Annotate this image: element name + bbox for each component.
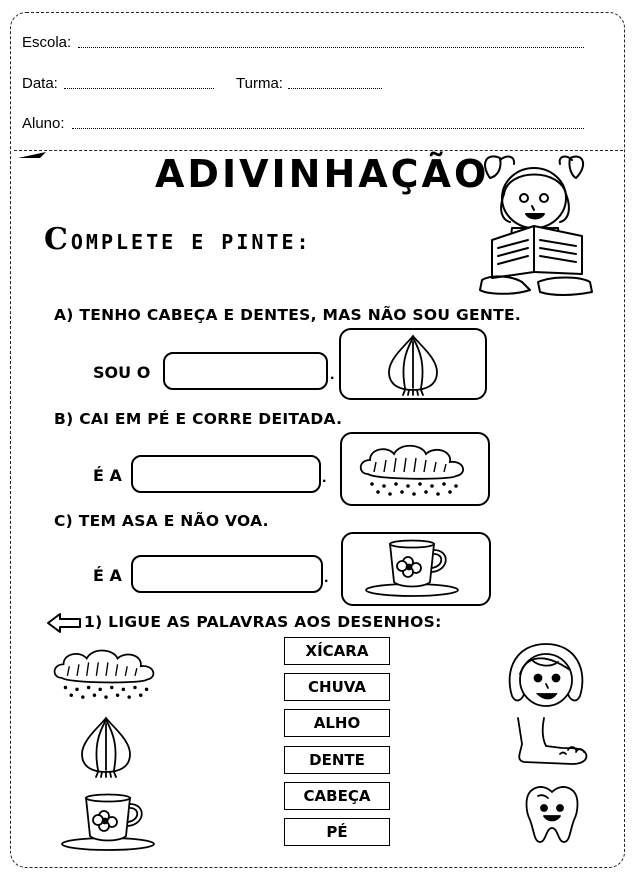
girl-reading-icon bbox=[472, 150, 602, 300]
date-label: Data: bbox=[22, 75, 58, 92]
riddle-a-question: A) TENHO CABEÇA E DENTES, MAS NÃO SOU GENTE. bbox=[54, 306, 522, 324]
riddle-c-answer-field[interactable] bbox=[131, 555, 323, 593]
garlic-icon[interactable] bbox=[76, 714, 136, 778]
riddle-c-question: C) TEM ASA E NÃO VOA. bbox=[54, 512, 269, 530]
cup-icon[interactable] bbox=[60, 792, 160, 852]
class-field[interactable] bbox=[288, 88, 382, 89]
riddle-b-answer-prefix: É A bbox=[93, 466, 122, 485]
riddle-a-answer-prefix: SOU O bbox=[93, 363, 151, 382]
riddle-c-period: . bbox=[324, 569, 329, 586]
pencil-mark-icon bbox=[18, 152, 48, 160]
riddle-a-period: . bbox=[330, 366, 335, 383]
instruction-text: OMPLETE E PINTE: bbox=[70, 230, 312, 254]
word-tag-cabeca[interactable]: CABEÇA bbox=[284, 782, 390, 810]
student-label: Aluno: bbox=[22, 115, 65, 132]
riddle-b-question: B) CAI EM PÉ E CORRE DEITADA. bbox=[54, 410, 343, 428]
word-tag-chuva[interactable]: CHUVA bbox=[284, 673, 390, 701]
matching-instruction: 1) LIGUE AS PALAVRAS AOS DESENHOS: bbox=[84, 613, 442, 631]
rain-cloud-icon bbox=[356, 440, 472, 498]
date-field[interactable] bbox=[64, 88, 214, 89]
word-tag-dente[interactable]: DENTE bbox=[284, 746, 390, 774]
rain-cloud-icon[interactable] bbox=[50, 645, 162, 701]
cup-icon bbox=[364, 538, 464, 598]
tooth-icon[interactable] bbox=[522, 784, 582, 846]
school-field[interactable] bbox=[78, 47, 584, 48]
riddle-b-answer-field[interactable] bbox=[131, 455, 321, 493]
arrow-pointer-icon bbox=[46, 612, 82, 634]
class-label: Turma: bbox=[236, 75, 283, 92]
student-field[interactable] bbox=[72, 128, 584, 129]
garlic-icon bbox=[383, 332, 443, 396]
word-tag-pe[interactable]: PÉ bbox=[284, 818, 390, 846]
school-label: Escola: bbox=[22, 34, 72, 51]
page-title: ADIVINHAÇÃO bbox=[155, 152, 490, 196]
girl-head-icon[interactable] bbox=[504, 640, 588, 712]
word-tag-xicara[interactable]: XÍCARA bbox=[284, 637, 390, 665]
word-tag-alho[interactable]: ALHO bbox=[284, 709, 390, 737]
instruction-heading bbox=[44, 222, 312, 257]
foot-icon[interactable] bbox=[512, 718, 590, 768]
riddle-c-answer-prefix: É A bbox=[93, 566, 122, 585]
instruction-initial: C bbox=[44, 222, 71, 257]
riddle-a-answer-field[interactable] bbox=[163, 352, 328, 390]
riddle-b-period: . bbox=[322, 469, 327, 486]
